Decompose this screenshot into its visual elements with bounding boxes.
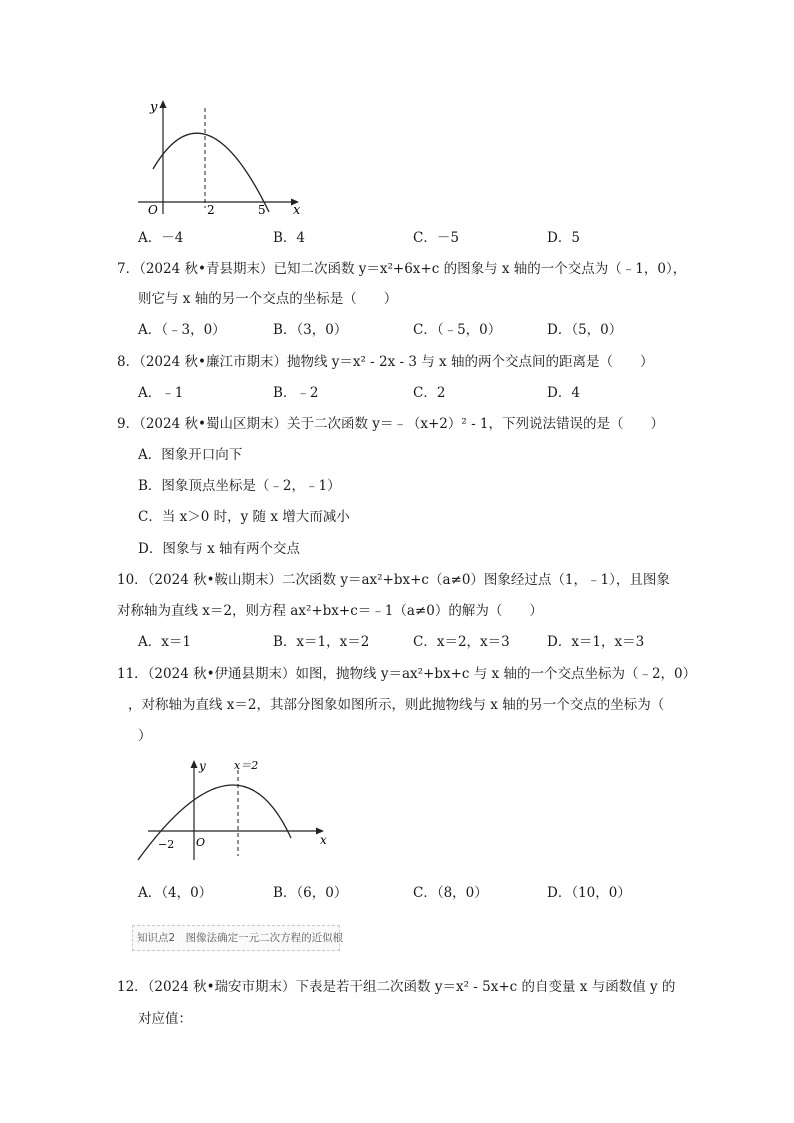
q12-stem-line-2: 对应值： [138,1011,192,1027]
figure-parabola-1 [136,96,308,220]
q8-option-b[interactable]: B．﹣2 [273,385,319,401]
q7-stem-line-1: 7．（2024 秋•青县期末）已知二次函数 y＝x²+6x+c 的图象与 x 轴的一个交点为（﹣1，0）， [117,261,687,277]
fig1-tick-5: 5 [258,203,266,217]
fig2-tick-minus-2: −2 [158,838,175,851]
q10-option-c[interactable]: C．x＝2，x＝3 [413,634,510,650]
q7-stem-line-2: 则它与 x 轴的另一个交点的坐标是（ ） [138,291,398,307]
fig1-tick-2: 2 [207,203,215,217]
q11-option-c[interactable]: C．（8，0） [413,885,488,901]
fig1-y-label: y [150,100,158,115]
q11-stem-line-2: ，对称轴为直线 x＝2，其部分图象如图所示，则此抛物线与 x 轴的另一个交点的坐标为（ [128,697,665,713]
q11-stem-line-3: ） [138,728,152,744]
q6-option-d[interactable]: D．5 [547,230,580,246]
fig1-y-arrow [160,100,167,108]
q10-stem-line-1: 10．（2024 秋•鞍山期末）二次函数 y＝ax²+bx+c（a≠0）图象经过点（1，﹣1），且图象 [117,572,670,588]
fig2-y-arrow [191,760,198,768]
q7-option-c[interactable]: C．（﹣5，0） [413,322,502,338]
fig2-x-label: x [320,833,327,847]
q6-option-a[interactable]: A．－4 [138,230,184,246]
q8-stem-line-1: 8．（2024 秋•廉江市期末）抛物线 y＝x² - 2x - 3 与 x 轴的两个交点间的距离是（ ） [117,354,654,370]
fig2-origin-label: O [196,836,206,849]
q11-option-d[interactable]: D．（10，0） [547,885,631,901]
q12-stem-line-1: 12．（2024 秋•瑞安市期末）下表是若干组二次函数 y＝x² - 5x+c 的自变量 x 与函数值 y 的 [117,979,676,995]
q7-option-d[interactable]: D．（5，0） [547,322,623,338]
fig1-x-label: x [293,203,301,218]
q9-option-a[interactable]: A．图象开口向下 [138,447,243,463]
q9-stem-line-1: 9．（2024 秋•蜀山区期末）关于二次函数 y＝﹣（x+2）² - 1，下列说法错误的是（ ） [117,416,665,432]
fig2-symmetry-label: x＝2 [234,759,259,772]
q10-option-d[interactable]: D．x＝1，x＝3 [547,634,645,650]
q7-option-b[interactable]: B．（3，0） [273,322,348,338]
q6-option-b[interactable]: B．4 [273,230,306,246]
q9-option-c[interactable]: C．当 x＞0 时，y 随 x 增大而减小 [138,509,350,525]
q11-option-b[interactable]: B．（6，0） [273,885,348,901]
q6-option-c[interactable]: C．－5 [413,230,459,246]
q8-option-c[interactable]: C．2 [413,385,446,401]
knowledge-point-tag: 知识点2 图像法确定一元二次方程的近似根 [132,925,340,951]
fig1-parabola [153,133,269,212]
fig1-origin-label: O [148,203,158,217]
q10-stem-line-2: 对称轴为直线 x＝2，则方程 ax²+bx+c＝﹣1（a≠0）的解为（ ） [117,603,543,619]
q11-stem-line-1: 11．（2024 秋•伊通县期末）如图，抛物线 y＝ax²+bx+c 与 x 轴的一个交点坐标为（﹣2，0） [117,666,697,682]
fig2-y-label: y [199,759,206,773]
q10-option-b[interactable]: B．x＝1，x＝2 [273,634,370,650]
q8-option-d[interactable]: D．4 [547,385,580,401]
q9-option-b[interactable]: B．图象顶点坐标是（﹣2，﹣1） [138,478,341,494]
figure-parabola-2 [134,756,334,864]
q10-option-a[interactable]: A．x＝1 [138,634,191,650]
q7-option-a[interactable]: A．（﹣3，0） [138,322,226,338]
q9-option-d[interactable]: D．图象与 x 轴有两个交点 [138,541,301,557]
q8-option-a[interactable]: A．﹣1 [138,385,184,401]
q11-option-a[interactable]: A．（4，0） [138,885,213,901]
